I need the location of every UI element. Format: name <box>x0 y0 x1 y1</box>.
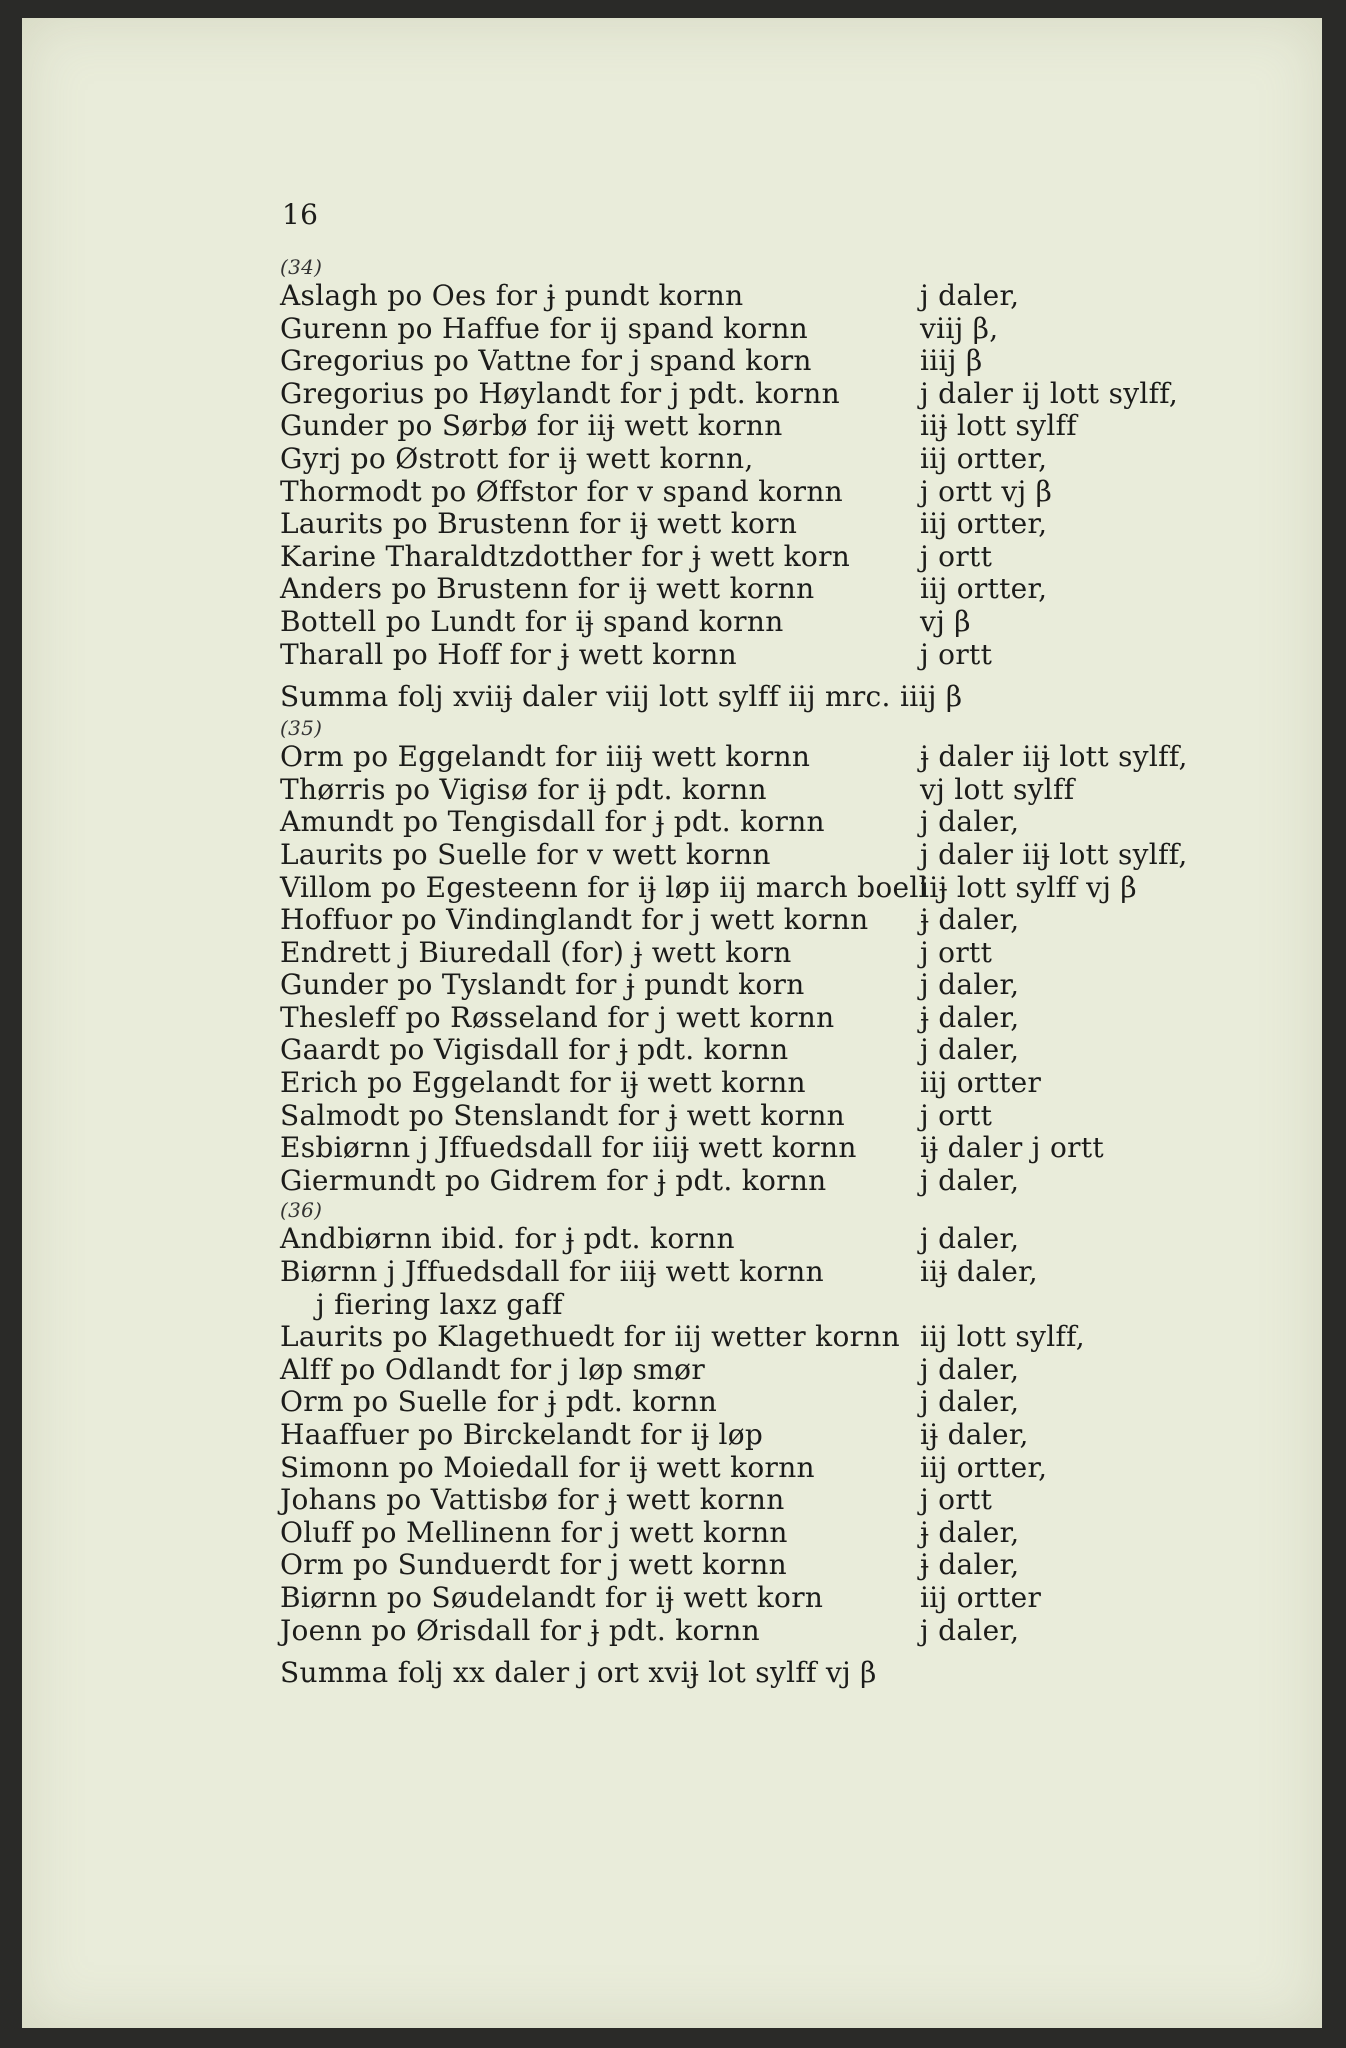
entry-amount: j daler, <box>920 1352 1020 1386</box>
entry-amount: j daler, <box>920 1033 1020 1067</box>
section-summa: Summa folj xviiɉ daler viij lott sylff iij mrc. iiij β <box>280 680 963 714</box>
section-marker: (35) <box>280 716 323 741</box>
entry-amount: vj lott sylff <box>920 772 1075 806</box>
ledger-row <box>280 1002 1280 1035</box>
entry-amount: iij ortter, <box>920 507 1048 541</box>
entry-description: Laurits po Klagethuedt for iij wetter kornn <box>280 1320 900 1354</box>
entry-amount: iij ortter, <box>920 572 1048 606</box>
ledger-row <box>280 313 1280 346</box>
ledger-row <box>280 541 1280 574</box>
entry-description: Giermundt po Gidrem for ɉ pdt. kornn <box>280 1163 827 1197</box>
entry-amount: j daler, <box>920 968 1020 1002</box>
ledger-row <box>280 937 1280 970</box>
entry-amount: iij lott sylff, <box>920 1320 1085 1354</box>
entry-amount: iij ortter <box>920 1580 1042 1614</box>
ledger-row <box>280 904 1280 937</box>
ledger-row <box>280 443 1280 476</box>
entry-description: Gregorius po Vattne for j spand korn <box>280 344 812 378</box>
ledger-row <box>280 410 1280 443</box>
entry-amount: j daler iiɉ lott sylff, <box>920 837 1188 871</box>
entry-description: Laurits po Suelle for v wett kornn <box>280 837 771 871</box>
entry-description: Salmodt po Stenslandt for ɉ wett kornn <box>280 1098 846 1132</box>
ledger-row <box>280 1549 1280 1582</box>
entry-amount: ɉ daler, <box>920 1000 1020 1034</box>
entry-description: Aslagh po Oes for ɉ pundt kornn <box>280 279 744 312</box>
entry-amount: j daler, <box>920 805 1020 839</box>
entry-amount: iij ortter, <box>920 1450 1048 1484</box>
ledger-row <box>280 1452 1280 1485</box>
ledger-row <box>280 1132 1280 1165</box>
ledger-row <box>280 639 1280 672</box>
entry-description: Biørnn po Søudelandt for iɉ wett korn <box>280 1580 824 1614</box>
ledger-row <box>280 1067 1280 1100</box>
ledger-row <box>280 1256 1280 1289</box>
entry-description: Thesleff po Røsseland for j wett kornn <box>280 1000 835 1034</box>
entry-description: Gregorius po Høylandt for j pdt. kornn <box>280 376 840 410</box>
entry-amount: iiɉ lott sylff <box>920 409 1077 443</box>
entry-description: j fiering laxz gaff <box>316 1287 563 1321</box>
entry-description: Orm po Sunduerdt for j wett kornn <box>280 1548 787 1582</box>
entry-amount: ɉ daler, <box>920 903 1020 937</box>
ledger-row <box>280 1354 1280 1387</box>
ledger-row <box>280 1223 1280 1256</box>
ledger-row <box>280 872 1280 905</box>
ledger-row <box>280 1582 1280 1615</box>
entry-description: Hoffuor po Vindinglandt for j wett kornn <box>280 903 869 937</box>
entry-amount: j ortt <box>920 1098 993 1132</box>
scanned-page <box>22 18 1322 2028</box>
entry-description: Biørnn j Jffuedsdall for iiiɉ wett kornn <box>280 1255 824 1289</box>
entry-description: Oluff po Mellinenn for j wett kornn <box>280 1515 788 1549</box>
entry-amount: j ortt vj β <box>920 474 1053 508</box>
entry-amount: j ortt <box>920 637 993 671</box>
entry-description: Johans po Vattisbø for ɉ wett kornn <box>280 1483 785 1517</box>
ledger-row <box>280 1419 1280 1452</box>
page-number: 16 <box>282 198 319 231</box>
ledger-row <box>280 606 1280 639</box>
entry-description: Thørris po Vigisø for iɉ pdt. kornn <box>280 772 767 806</box>
entry-amount: ɉ daler, <box>920 1515 1020 1549</box>
entry-description: Erich po Eggelandt for iɉ wett kornn <box>280 1066 806 1100</box>
entry-amount: j daler ij lott sylff, <box>920 376 1179 410</box>
ledger-row <box>280 1386 1280 1419</box>
entry-description: Alff po Odlandt for j løp smør <box>280 1352 706 1386</box>
entry-amount: iiij β <box>920 344 983 378</box>
entry-amount: j daler, <box>920 1163 1020 1197</box>
ledger-row <box>280 839 1280 872</box>
entry-description: Gunder po Sørbø for iiɉ wett kornn <box>280 409 783 443</box>
entry-amount: j ortt <box>920 935 993 969</box>
page-content <box>280 168 1280 1691</box>
ledger-row <box>280 280 1280 313</box>
entry-description: Gurenn po Haffue for ij spand kornn <box>280 311 809 345</box>
entry-amount: vj β <box>920 604 971 638</box>
entry-description: Karine Tharaldtzdotther for ɉ wett korn <box>280 539 851 573</box>
entry-description: Gyrj po Østrott for iɉ wett kornn, <box>280 441 754 475</box>
ledger-row <box>280 573 1280 606</box>
ledger-row <box>280 969 1280 1002</box>
entry-amount: j daler, <box>920 1222 1020 1256</box>
entry-description: Esbiørnn j Jffuedsdall for iiiɉ wett kornn <box>280 1131 857 1165</box>
ledger-row <box>280 774 1280 807</box>
entry-description: Orm po Eggelandt for iiiɉ wett kornn <box>280 740 811 774</box>
entry-description: Endrett j Biuredall (for) ɉ wett korn <box>280 935 792 969</box>
entry-description: Gunder po Tyslandt for ɉ pundt korn <box>280 968 805 1002</box>
entry-description: Simonn po Moiedall for iɉ wett kornn <box>280 1450 815 1484</box>
entry-amount: j ortt <box>920 539 993 573</box>
ledger-row <box>280 508 1280 541</box>
ledger-row <box>280 1484 1280 1517</box>
section-marker: (36) <box>280 1198 323 1223</box>
entry-description: Orm po Suelle for ɉ pdt. kornn <box>280 1385 718 1419</box>
entry-amount: iij ortter, <box>920 441 1048 475</box>
entry-amount: ɉ daler, <box>920 1548 1020 1582</box>
section-marker: (34) <box>280 255 323 279</box>
entry-amount: iɉ daler, <box>920 1418 1029 1451</box>
ledger-row <box>280 1321 1280 1354</box>
ledger-row <box>280 476 1280 509</box>
entry-description: Anders po Brustenn for iɉ wett kornn <box>280 572 815 606</box>
ledger-row <box>280 1034 1280 1067</box>
entry-amount: j daler, <box>920 1385 1020 1419</box>
ledger-row <box>280 378 1280 411</box>
entry-description: Haaffuer po Birckelandt for iɉ løp <box>280 1418 764 1451</box>
entry-description: Villom po Egesteenn for iɉ løp iij march boell <box>280 870 928 904</box>
ledger-row <box>280 741 1280 774</box>
entry-description: Amundt po Tengisdall for ɉ pdt. kornn <box>280 805 825 839</box>
ledger-row <box>280 1615 1280 1648</box>
entry-description: Tharall po Hoff for ɉ wett kornn <box>280 637 737 671</box>
entry-amount: j daler, <box>920 279 1020 312</box>
ledger-row <box>280 345 1280 378</box>
ledger-row <box>280 1165 1280 1198</box>
entry-description: Bottell po Lundt for iɉ spand kornn <box>280 604 784 638</box>
entry-amount: iiɉ daler, <box>920 1255 1038 1289</box>
entry-amount: j daler, <box>920 1613 1020 1647</box>
ledger-row <box>280 1517 1280 1550</box>
entry-amount: iij ortter <box>920 1066 1042 1100</box>
entry-amount: iiɉ lott sylff vj β <box>920 870 1137 904</box>
entry-amount: j ortt <box>920 1483 993 1517</box>
ledger-row <box>280 1289 1280 1322</box>
entry-amount: ɉ daler iiɉ lott sylff, <box>920 740 1188 774</box>
ledger-row <box>280 1100 1280 1133</box>
entry-description: Thormodt po Øffstor for v spand kornn <box>280 474 844 508</box>
entry-amount: viij β, <box>920 311 999 345</box>
section-summa: Summa folj xx daler j ort xviɉ lot sylff vj β <box>280 1656 877 1690</box>
entry-amount: iɉ daler j ortt <box>920 1131 1104 1165</box>
entry-description: Laurits po Brustenn for iɉ wett korn <box>280 507 798 541</box>
entry-description: Gaardt po Vigisdall for ɉ pdt. kornn <box>280 1033 789 1067</box>
entry-description: Andbiørnn ibid. for ɉ pdt. kornn <box>280 1222 735 1256</box>
entry-description: Joenn po Ørisdall for ɉ pdt. kornn <box>280 1613 760 1647</box>
ledger-row <box>280 806 1280 839</box>
